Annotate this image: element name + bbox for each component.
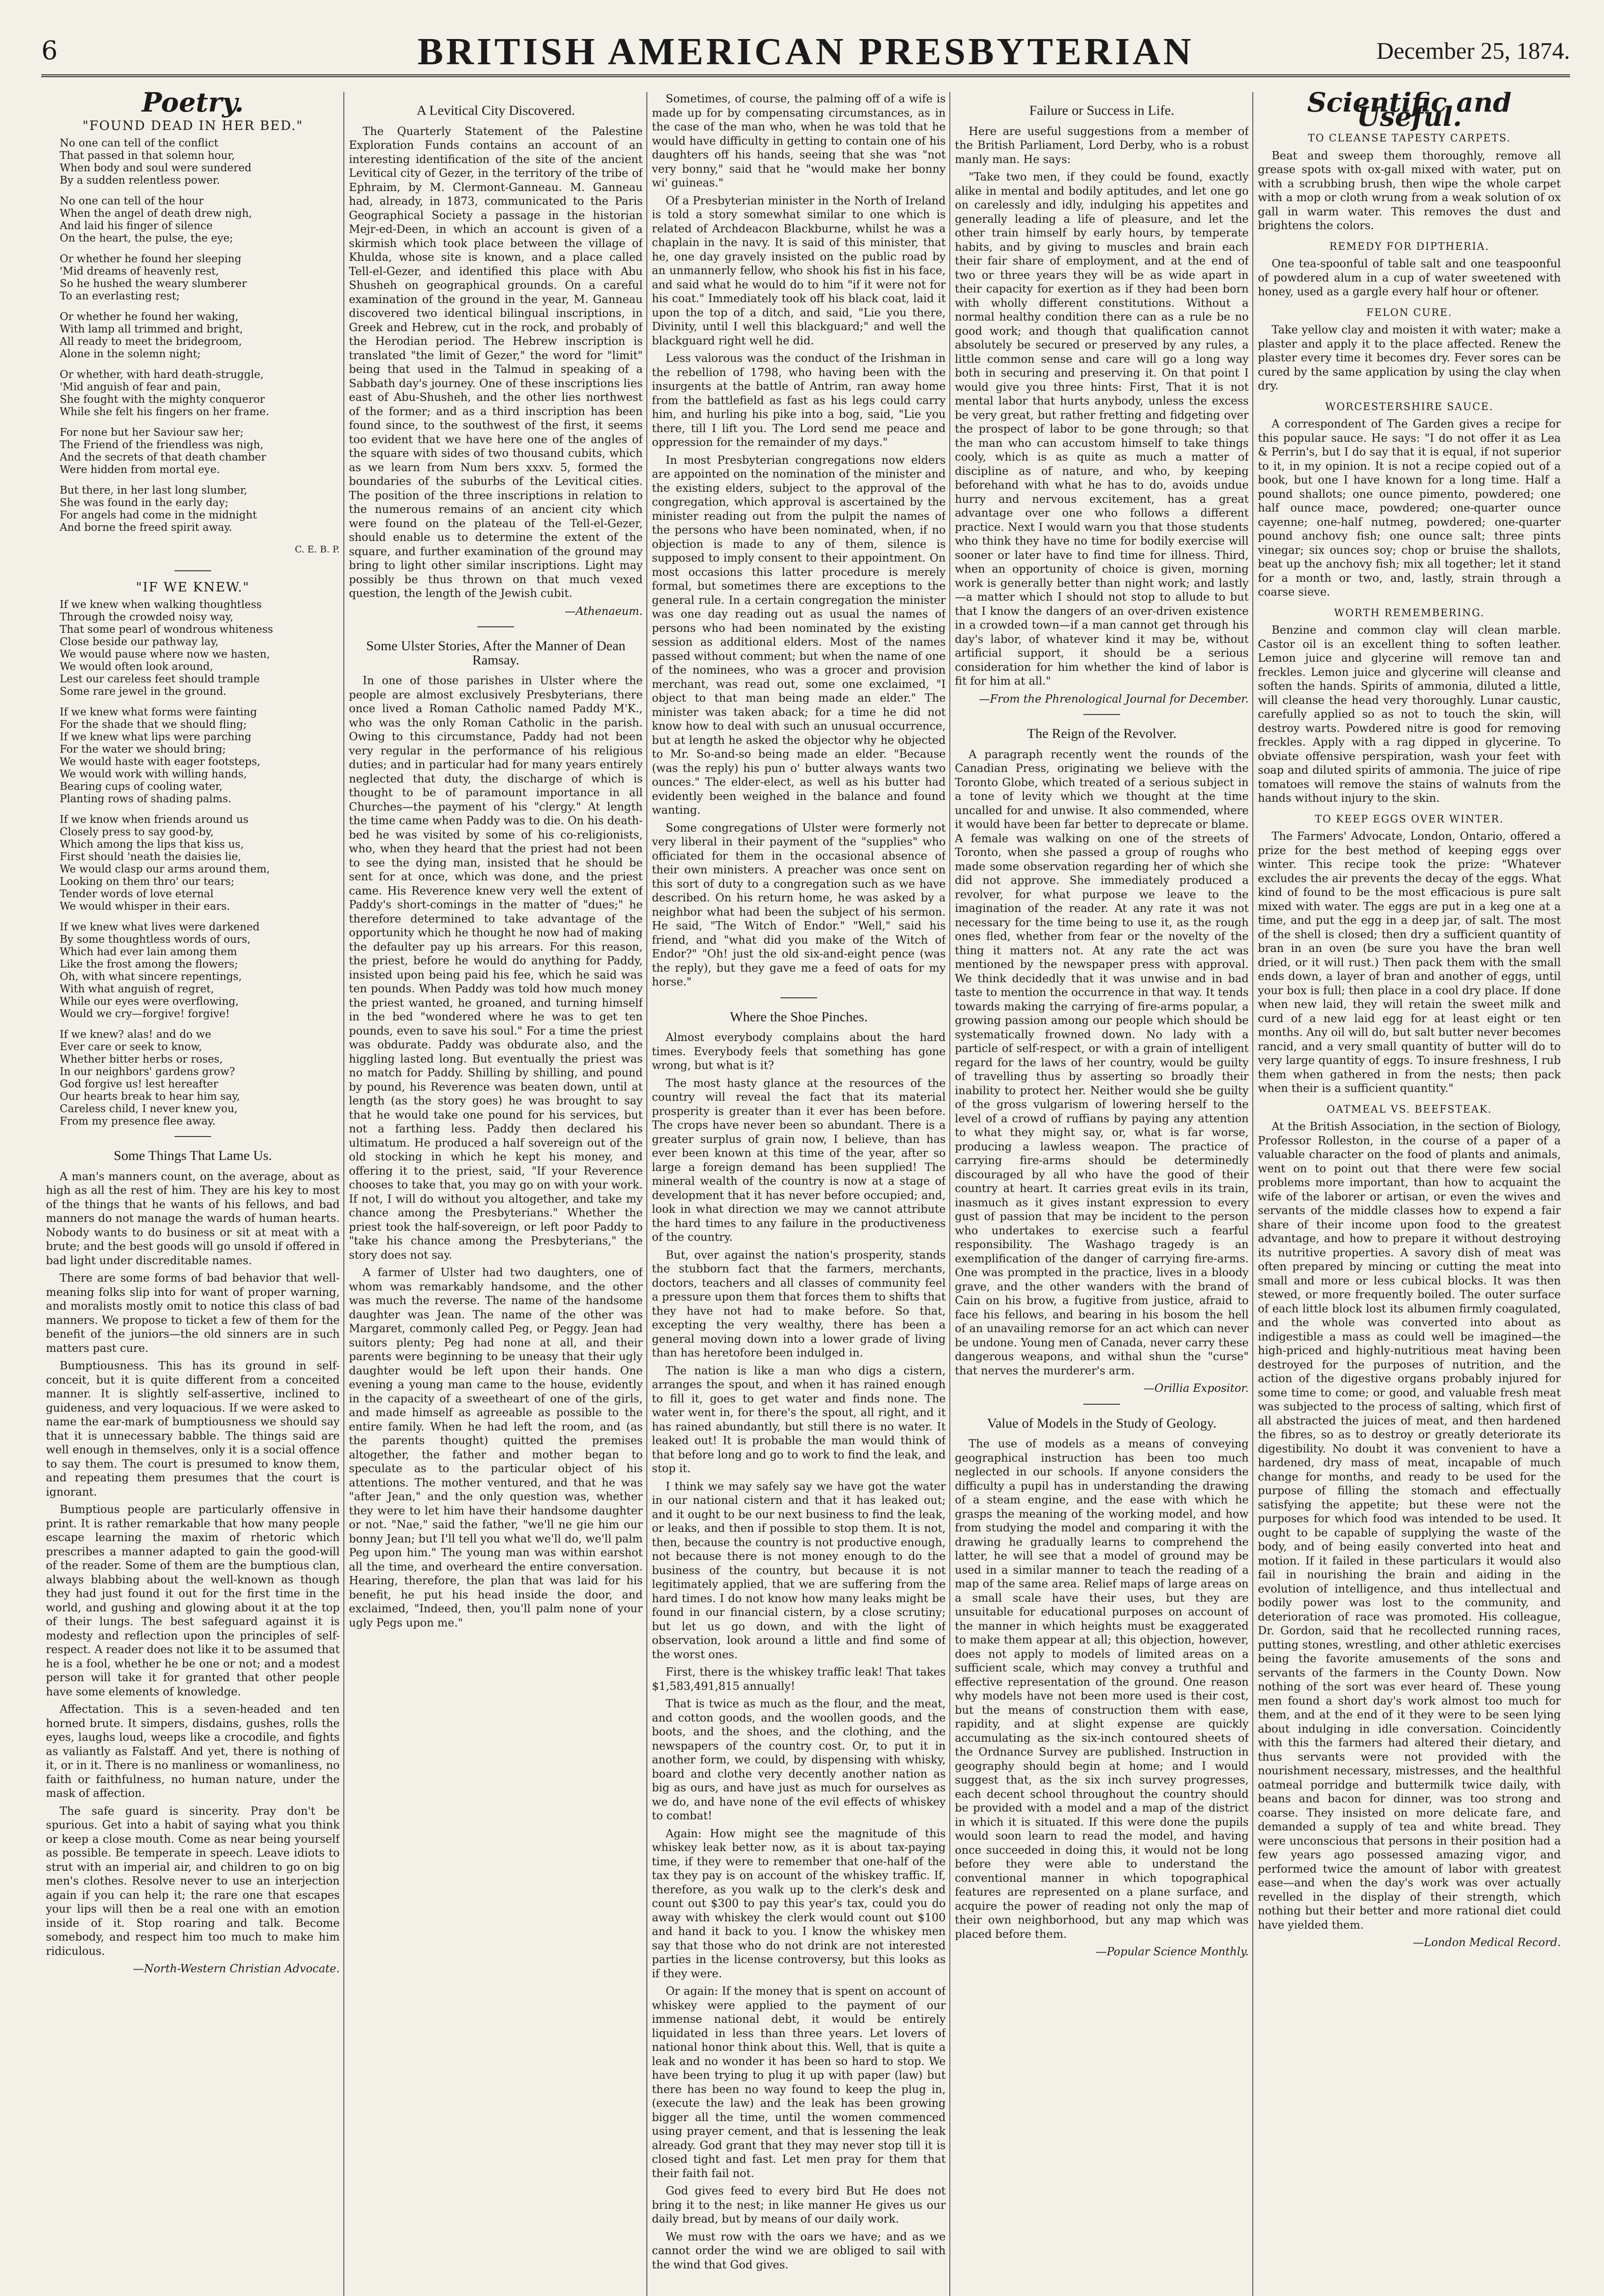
paragraph: But, over against the nation's prosperity, stands the stubborn fact that the farmers, merchants, doctors, teachers and all classes of community feel a pressure upon them that forces them to shifts that they have not had to make before. So that, excepting the very wealthy, there has been a general moving down into a lower grade of living than has heretofore been indulged in. [652,1248,946,1359]
paragraph: Here are useful suggestions from a member of the British Parliament, Lord Derby, who is a robust manly man. He says: [955,124,1249,166]
item-text: At the British Association, in the section of Biology, Professor Rolleston, in the course of a paper of a valuable character on the food of plants and animals, went on to point out that there were few social problems more important, than how to acquaint the wife of the laborer or artisan, or even the wives and servants of the middle classes how to expend a fair share of their income upon food to the greatest advantage, and how to prepare it without destroying its nutritive properties. A savory dish of meat was often prepared by mincing or cutting the meat into small and more or less cubical blocks. It was then stewed, or more frequently boiled. The outer surface of each little block lost its albumen firmly coagulated, and the whole was converted into about as indigestible a mass as could well be imagined—the high-priced and highly-nutritious meat having been destroyed for the purposes of nutrition, and the action of the digestive organs probably injured for some time to come; or good, and valuable fresh meat was subjected to the process of salting, which first of all abstracted the juices of meat, and then hardened the fibres, so as to destroy or greatly deteriorate its digestibility. No doubt it was convenient to have a hardened, dry mass of meat, incapable of much change for months, and ready to be used for the purpose of filling the stomach and effectually satisfying the appetite; but these were not the purposes for which food was intended to be used. It ought to be capable of supplying the waste of the body, and of being easily converted into heat and motion. If it failed in these particulars it would also fail in nourishing the brain and aiding in the evolution of intelligence, and thus intellectual and bodily power was lost to the community, and deterioration of race was promoted. His colleague, Dr. Gordon, said that he recollected running races, putting stones, wrestling, and other athletic exercises being the favorite amusements of the sons and servants of the farmers in the County Down. Now nothing of the sort was ever heard of. These young men found a short day's work almost too much for them, and at the end of it they were to be seen lying about indulging in idle conversation. Coincidently with this the farmers had altered their dietary, and thus servants were not provided with the nourishment necessary, mistresses, and the healthful oatmeal porridge and buttermilk twice daily, with beans and bacon for dinner, was too strong and coarse. They insisted on more delicate fare, and demanded a supply of tea and white bread. They were unconscious that persons in their position had a few years ago possessed amazing vigor, and performed twice the amount of labor with greatest ease—and when the day's work was over actually revelled in the display of their strength, which nothing but their better and more rational diet could have yielded them. [1258,1120,1561,1931]
poem-stanza [46,599,340,698]
column-4 [955,92,1249,2296]
newspaper-title: BRITISH AMERICAN PRESBYTERIAN [417,30,1194,73]
separator [1083,714,1120,715]
column-rule [949,92,950,2296]
item-heading: FELON CURE. [1366,307,1453,319]
item-heading: TO CLEANSE TAPESTY CARPETS. [1307,133,1511,144]
poem-line: No one can tell of the hour [60,195,204,207]
paragraph: A man's manners count, on the average, about as high as all the rest of him. They are his key to most of the things that he wants of his fellows, and bad manners do not manage the wards of human hearts. Nobody wants to do business or sit at meat with a brute; and the best goods will go unsold if offered in bad light under discreditable names. [46,1170,340,1267]
poem-stanza [46,253,340,303]
item-text: A correspondent of The Garden gives a recipe for this popular sauce. He says: "I do not offer it as Lea & Perrin's, but I do say that it is equal, if not superior to it, in my opinion. It is not a recipe copied out of a book, but one I have known for a long time. Half a pound shallots; one ounce pimento, powdered; one half ounce mace, powdered; one-quarter ounce cayenne; one-half nutmeg, powdered; one-quarter pound anchovy fish; one ounce salt; three pints vinegar; six ounces soy; chop or bruise the shallots, beat up the anchovy fish; mix all together; let it stand for a month or two, and, lastly, strain through a coarse sieve. [1258,417,1561,598]
poem-line: Which had ever lain among them [60,946,237,958]
poem-line: When body and soul were sundered [60,162,252,174]
poem-line: We would often look around, [60,661,213,673]
poetry-section-title: Poetry. [141,92,244,118]
item-heading: OATMEAL VS. BEEFSTEAK. [1326,1103,1492,1115]
article-body-continued [652,92,946,989]
issue-date: December 25, 1874. [1376,38,1570,64]
poem-line: First should 'neath the daisies lie, [60,851,241,863]
poem-line: If we know when friends around us [60,814,249,826]
column-2 [349,92,643,2296]
poem-body [46,137,340,534]
article-body [955,124,1249,688]
poem-line: Through the crowded noisy way, [60,611,234,623]
poem-line: Ever care or seek to know, [60,1041,202,1053]
poem-line: While our eyes were overflowing, [60,996,239,1007]
column-5 [1258,92,1561,2296]
separator [174,570,211,571]
paragraph: A farmer of Ulster had two daughters, one of whom was remarkably handsome, and the other was much the reverse. The name of the handsome daughter was Jean. The name of the other was Margaret, commonly called Peg, or Peggy. Jean had suitors plenty; Peg had none at all, and their parents were beginning to be uneasy that their ugly daughter would be left upon their hands. One evening a young man came to the house, evidently in the capacity of a sweetheart of one of the girls, and made himself as agreeable as possible to the entire family. When he had left the room, and (as the parents thought) quitted the premises altogether, the father and mother began to speculate as to the particular object of his attentions. The mother ventured, and that he was "after Jean," and the only question was, whether they were to let him have their handsome daughter or not. "Nae," said the father, "we'll ne gie him our bonny Jean; but I'll tell you what we'll do, we'll palm Peg upon him." The young man was within earshot all the time, and overheard the entire conversation. Hearing, therefore, the plan that was laid for his benefit, he put his head inside the door, and exclaimed, "Indeed, then, you'll palm none of your ugly Pegs upon me." [349,1266,643,1629]
paragraph: Sometimes, of course, the palming off of a wife is made up for by compensating circumstances, as in the case of the man who, when he was told that he would have difficulty in getting to contain one of his daughters off his hands, seeing that she was "not very bonny," said that he "would make her bonny wi' guineas." [652,92,946,189]
poem-line: For the shade that we should fling; [60,719,247,731]
item-text: Benzine and common clay will clean marble. Castor oil is an excellent thing to soften leather. Lemon juice and glycerine will remove tan and freckles. Lemon juice and glycerine will cleanse and soften the hands. Spirits of ammonia, diluted a little, will cleanse the head very thoroughly. Lunar caustic, carefully applied so as not to touch the skin, will destroy warts. Powdered nitre is good for removing freckles. Apply with a rag dipped in glycerine. To obviate offensive perspiration, wash your feet with soap and diluted spirits of ammonia. The juice of ripe tomatoes will remove the stains of walnuts from the hands without injury to the skin. [1258,624,1561,805]
item-heading: REMEDY FOR DIPTHERIA. [1329,241,1490,253]
article-credit: —North-Western Christian Advocate. [133,1962,340,1975]
poem-stanza [46,814,340,913]
poem-line: To an everlasting rest; [60,290,180,302]
paragraph: Affectation. This is a seven-headed and ten horned brute. It simpers, disdains, gushes, rolls the eyes, laughs loud, weeps like a crocodile, and fights as valiantly as Falstaff. And yet, there is nothing of it, or in it. There is no manliness or womanliness, no faith or faithfulness, no human nature, under the mask of affection. [46,1703,340,1800]
poem-line: That some pearl of wondrous whiteness [60,624,273,636]
item-text: Take yellow clay and moisten it with water; make a plaster and apply it to the place affected. Renew the plaster every time it becomes dry. Fever sores can be cured by the same application by using the clay when dry. [1258,323,1561,392]
poem-line: Like the frost among the flowers; [60,958,238,970]
item-text: One tea-spoonful of table salt and one teaspoonful of powdered alum in a cup of water sweetened with honey, used as a gargle every half hour or oftener. [1258,257,1561,298]
poem-line: When the angel of death drew nigh, [60,208,252,219]
poem-line: Which among the lips that kiss us, [60,838,244,850]
poem-line: Alone in the solemn night; [60,348,201,360]
poem-line: Close beside our pathway lay, [60,636,219,648]
paragraph: First, there is the whiskey traffic leak! That takes $1,583,491,815 annually! [652,1666,946,1693]
scientific-items [1258,132,1561,1932]
poem-line: For angels had come in the midnight [60,509,257,521]
poem-line: All ready to meet the bridegroom, [60,336,242,348]
paragraph: Almost everybody complains about the hard times. Everybody feels that something has gone wrong, but what is it? [652,1031,946,1072]
column-rule [1252,92,1253,2296]
article-title: Where the Shoe Pinches. [730,1009,868,1024]
article-title: Value of Models in the Study of Geology. [987,1415,1217,1431]
poem-line: And borne the freed spirit away. [60,522,232,534]
paragraph: Less valorous was the conduct of the Irishman in the rebellion of 1798, who having been with the insurgents at the battle of Antrim, ran away home from the battlefield as fast as his legs could carry him, and hurling his pike into a bog, said, "Lie you there, till I lift you. The Lord send me peace and oppression for the remainder of my days." [652,352,946,449]
poem-line: For the water we should bring; [60,743,226,755]
article-title: A Levitical City Discovered. [416,103,575,118]
poem-title: "FOUND DEAD IN HER BED." [82,118,303,133]
poem-line: We would pause where now we hasten, [60,648,270,660]
paragraph: The most hasty glance at the resources of the country will reveal the fact that its material prosperity is greater than it ever has been before. The crops have never been so abundant. There is a greater surplus of grain now, I believe, than has ever been known at this time of the year, after so large a foreign demand has been supplied! The mineral wealth of the country is now at a stage of development that it has never before occupied; and, look in what direction we may we cannot attribute the hard times to any failure in the productiveness of the country. [652,1076,946,1244]
poem-line: God forgive us! lest hereafter [60,1078,219,1090]
separator [174,1136,211,1137]
masthead [41,24,1570,77]
article-credit: —Orillia Expositor. [1143,1382,1249,1395]
poem-line: Or whether, with hard death-struggle, [60,369,264,381]
poem-line: If we knew what forms were fainting [60,706,257,718]
poem-line: No one can tell of the conflict [60,137,219,149]
article-credit: —Popular Science Monthly. [1095,1945,1249,1958]
poem-line: On the heart, the pulse, the eye; [60,232,233,244]
poem-body [46,599,340,1128]
column-1 [46,92,340,2296]
article-title: Failure or Success in Life. [1029,103,1174,118]
article-title: The Reign of the Revolver. [1027,726,1177,741]
item-text: Beat and sweep them thoroughly, remove all grease spots with ox-gall mixed with water, put on with a scrubbing brush, then wipe the whole carpet with a mop or cloth wrung from a weak solution of ox gall in warm water. This removes the dust and brightens the colors. [1258,149,1561,232]
poem-line: She fought with the mighty conqueror [60,394,265,405]
poem-line: While she felt his fingers on her frame. [60,406,269,418]
paragraph: The use of models as a means of conveying geographical instruction has been too much neglected in our schools. If anyone considers the difficulty a pupil has in understanding the drawing of a steam engine, and the ease with which he grasps the meaning of the working model, and how from studying the model and comparing it with the drawing he gradually learns to comprehend the latter, he will see that a model of ground may be used in a similar manner to teach the reading of a map of the same area. Relief maps of large areas on a small scale have their uses, but they are unsuitable for educational purposes on account of the manner in which heights must be exaggerated to make them appear at all; this objection, however, does not apply to models of limited areas on a sufficient scale, which may convey a truthful and effective representation of the ground. One reason why models have not been more used is their cost, but the means of construction them with ease, rapidity, and at slight expense are quickly accumulating as the six-inch contoured sheets of the Ordnance Survey are published. Instruction in geography should begin at home; and I would suggest that, as the six inch survey progresses, each decent school throughout the country should be provided with a model and a map of the district in which it is situated. If this were done the pupils would soon learn to read the model, and having once succeeded in doing this, it would not be long before they were able to understand the conventional manner in which topographical features are represented on a plane surface, and acquire the power of reading not only the map of their own neighborhood, but any map which was placed before them. [955,1437,1249,1941]
paragraph: A paragraph recently went the rounds of the Canadian Press, originating we believe with the Toronto Globe, which treated of a serious subject in a tone of levity which we thought at the time uncalled for and unwise. It also commended, where it would have been far better to deprecate or blame. A female was walking on one of the streets of Toronto, when she passed a group of roughs who made some observation regarding her of which she did not approve. She immediately produced a revolver, for what purpose we leave to the imagination of the reader. At any rate it was not necessary for the time being to use it, as the rough ones fled, whether from fear or the novelty of the thing it matters not. At any rate the act was mentioned by the newspaper press with approval. We think decidedly that it was unwise and in bad taste to mention the occurrence in that way. It tends towards making the carrying of fire-arms popular, a growing passion among our people which should be systematically frowned down. No lady with a particle of self-respect, or with a grain of intelligent regard for the laws of her country, would be guilty of travelling thus by asserting so broadly their inability to protect her. Neither would she be guilty of the gross vulgarism of lowering herself to the level of a crowd of ruffians by paying any attention to what they might say, or, what is far worse, producing a lawless weapon. The practice of carrying fire-arms should be determinedly discouraged by all who have the good of their country at heart. It carries great evils in its train, inasmuch as it gives instant expression to every gust of passion that may be incident to the person who undertakes to exercise such a fearful responsibility. The Washago tragedy is an exemplification of the danger of carrying fire-arms. One was prompted in the practice, lives in a bloody grave, and the other wanders with the brand of Cain on his brow, a fugitive from justice, afraid to face his fellows, and bearing in his bosom the hell of an unavailing remorse for an act which can never be undone. Young men of Canada, never carry these dangerous weapons, and withal shun the "curse" that nerves the murderer's arm. [955,748,1249,1377]
poem-line: If we knew when walking thoughtless [60,599,262,611]
column-rule [343,92,344,2296]
column-rule [646,92,647,2296]
article-body [349,124,643,601]
poem-line: Were hidden from mortal eye. [60,464,220,476]
poem-line: She was found in the early day; [60,497,229,509]
item-heading: WORCESTERSHIRE SAUCE. [1325,401,1494,413]
poem-line: For none but her Saviour saw her; [60,427,244,439]
article-title: Some Things That Lame Us. [113,1148,272,1163]
poem-line: Tender words of love eternal [60,888,214,900]
paragraph: Bumptiousness. This has its ground in self-conceit, but it is quite different from a conceited manner. It is slightly self-assertive, inclined to guideness, and very loquacious. If we were asked to name the ear-mark of bumptiousness we should say that it is unnecessary babble. The things said are well enough in themselves, only it is a social offence to say them. The court is presumed to know them, and repeating them presumes that the court is ignorant. [46,1359,340,1498]
poem-line: Bearing cups of cooling water, [60,781,223,793]
paragraph: I think we may safely say we have got the water in our national cistern and that it has leaked out; and it ought to be our next business to find the leak, or leaks, and then if possible to stop them. It is not, then, because the country is not productive enough, not because there is not money enough to do the business of the country, but because it is not legitimately applied, that we are suffering from the hard times. I do not know how many leaks might be found in our financial cistern, by a close scrutiny; but let us go down, and with the light of observation, look around a little and find some of the worst ones. [652,1480,946,1661]
paragraph: Or again: If the money that is spent on account of whiskey were applied to the payment of our immense national debt, it would be entirely liquidated in less than three years. Let lovers of national honor think about this. Well, that is quite a leak and no wonder it has been so hard to stop. We have been trying to plug it up with paper (law) but there has been no way found to keep the plug in, (execute the law) and the leak has been growing bigger all the time, until the women commenced using prayer cement, and that is lessening the leak already. God grant that they may never stop till it is closed tight and fast. Let men pray for them that their faith fail not. [652,1985,946,2180]
paragraph: The Quarterly Statement of the Palestine Exploration Funds contains an account of an interesting identification of the site of the ancient Levitical city of Gezer, in the territory of the tribe of Ephraim, by M. Clermont-Ganneau. M. Ganneau had, already, in 1873, communicated to the Paris Geographical Society a passage in the historian Mejr-ed-Deen, in which an account is given of a skirmish which took place between the village of Khulda, whose site is known, and a place called Tell-el-Gezer, and identified this place with Abu Shusheh on geographical grounds. On a careful examination of the ground in the year, M. Ganneau discovered two identical bilingual inscriptions, in Greek and Hebrew, cut in the rock, and probably of the Herodian period. The Hebrew inscription is translated "the limit of Gezer," the word for "limit" being that used in the Talmud in speaking of a Sabbath day's journey. One of these inscriptions lies east of Abu-Shusheh, and the other lies northwest of the former; and as a third inscription has been found since, to the southwest of the first, it seems too evident that we have here one of the angles of the square with sides of two thousand cubits, which as we learn from Num bers xxxv. 5, formed the boundaries of the suburbs of the Levitical cities. The position of the three inscriptions in relation to the numerous remains of an ancient city which were found on the plateau of the Tell-el-Gezer, should enable us to determine the extent of the square, and further examination of the ground may bring to light other similar inscriptions. Light may possibly be thus thrown on that much vexed question, the length of the Jewish cubit. [349,124,643,600]
item-heading: TO KEEP EGGS OVER WINTER. [1315,813,1504,825]
poem-stanza [46,921,340,1020]
poem-signature: C. E. B. P. [295,544,340,555]
paragraph: In one of those parishes in Ulster where the people are almost exclusively Presbyterians, there once lived a Roman Catholic named Paddy M'K., who was the only Roman Catholic in the parish. Owing to this circumstance, Paddy had not been very regular in the performance of his religious duties; and in particular had for many years entirely neglected that duty, the discharge of which is thought to be of paramount importance in all Churches—the payment of his "clergy." At length the time came when Paddy was to die. On his death-bed he was visited by some of his co-religionists, who, when they heard that the priest had not been to see the dying man, insisted that he should be sent for at once, which was done, and the priest came. His Reverence knew very well the extent of Paddy's short-comings in the matter of "dues;" he therefore determined to take advantage of the opportunity which he thought he now had of making the defaulter pay up his arrears. For this reason, the priest, before he would do anything for Paddy, insisted upon being paid his fee, which he said was ten pounds. When Paddy was told how much money the priest wanted, he groaned, and turning himself in the bed "wondered where he was to get ten pounds, even to save his soul." For a time the priest was obdurate. Paddy was obdurate also, and the higgling lasted long. But eventually the priest was no match for Paddy. Shilling by shilling, and pound by pound, his Reverence was beaten down, until at length (as the story goes) he was brought to say that he would take one pound for his services, but not a farthing less. Paddy then declared his ultimatum. He produced a half sovereign out of the old stocking in which he kept his money, and offering it to the priest, said, "If your Reverence chooses to take that, you may go on with your work. If not, I will do without you altogether, and take my chance among the Presbyterians." Whether the priest took the half-sovereign, or left poor Paddy to "take his chance among the Presbyterians," the story does not say. [349,674,643,1261]
column-3 [652,92,946,2296]
poem-line: With what anguish of regret, [60,983,214,995]
poem-stanza [46,369,340,418]
article-credit: —From the Phrenological Journal for December. [979,692,1249,705]
paragraph: We must row with the oars we have; and as we cannot order the wind we are obliged to sail with the wind that God gives. [652,2230,946,2271]
poem-line: Closely press to say good-by, [60,826,214,838]
paragraph: There are some forms of bad behavior that well-meaning folks slip into for want of proper warning, and moralists mostly omit to notice this class of bad manners. We propose to ticket a few of them for the benefit of the juniors—the old sinners are in such matters past cure. [46,1272,340,1355]
poem-line: If we knew? alas! and do we [60,1029,212,1041]
separator [1083,1404,1120,1405]
poem-line: 'Mid dreams of heavenly rest, [60,265,219,277]
paragraph: In most Presbyterian congregations now elders are appointed on the nomination of the minister and the existing elders, subject to the approval of the congregation, which approval is ascertained by the minister reading out from the pulpit the names of the persons who have been nominated, when, if no objection is made to any of them, silence is supposed to imply consent to their appointment. On most occasions this latter procedure is merely formal, but sometimes there are exceptions to the general rule. In a certain congregation the minister was one day reading out as usual the names of persons who had been nominated by the existing session as additional elders. Most of the names passed without comment; but when the name of one of the nominees, who was a grocer and provision merchant, was read out, some one exclaimed, "I object to that man being made an elder." The minister was taken aback; for a time he did not know how to deal with such an unusual occurrence, but at length he asked the objector why he objected to Mr. So-and-so being made an elder. "Because (was the reply) his pun o' butter always wants two ounces." The elder-elect, as well as his butter had evidently been weighed in the balance and found wanting. [652,453,946,816]
article-title: Some Ulster Stories, After the Manner of Dean Ramsay. [366,638,626,668]
poem-line: Lest our careless feet should trample [60,673,260,685]
separator [780,997,817,998]
article-body [349,674,643,1630]
poem-stanza [46,484,340,534]
poem-line: The Friend of the friendless was nigh, [60,439,264,451]
poem-line: Or whether he found her sleeping [60,253,241,265]
poem-line: We would whisper in their ears. [60,900,230,912]
page-number: 6 [41,36,58,66]
paragraph: Of a Presbyterian minister in the North of Ireland is told a story somewhat similar to one which is related of Archdeacon Blackburne, whilst he was a chaplain in the navy. It is said of this minister, that he, one day gravely insisted on the public road by an unmannerly fellow, who shook his fist in his face, and said what he would do to him "if it were not for his coat." Immediately took off his black coat, laid it upon the top of a ditch, and said, "Lie you there, Divinity, until I well this blackguard;" and well the blackguard right well he did. [652,194,946,347]
poem-line: From my presence flee away. [60,1115,216,1127]
poem-line: Would we cry—forgive! forgive! [60,1008,230,1020]
poem-stanza [46,706,340,805]
poem-line: 'Mid anguish of fear and pain, [60,381,221,393]
poem-line: Our hearts break to hear him say, [60,1091,240,1103]
poem-line: We would clasp our arms around them, [60,863,270,875]
poem-line: By some thoughtless words of ours, [60,934,251,945]
paragraph: The nation is like a man who digs a cistern, arranges the spout, and when it has rained enough to fill it, goes to get water and finds none. The water went in, for there's the spout, all right, and it has rained abundantly, but still there is no water. It leaked out! It is probable the man would think of that before long and go to work to find the leak, and stop it. [652,1364,946,1475]
poem-line: We would haste with eager footsteps, [60,756,261,768]
poem-stanza [46,195,340,245]
item-text: The Farmers' Advocate, London, Ontario, offered a prize for the best method of keeping eggs over winter. This recipe took the prize: "Whatever excludes the air prevents the decay of the eggs. What kind of found to be the most efficacious is pure salt mixed with water. The eggs are put in a keg one at a time, and put the egg in a deep jar, of salt. The most of the shell is closed; then dry a sufficient quantity of bran in an oven (be sure you have the bran well dried, or it will rust.) Then pack them with the small ends down, a layer of bran and another of eggs, until your box is full; then place in a cool dry place. If done when new laid, they will retain the sweet milk and curd of a new laid egg for at least eight or ten months. Any oil will do, but salt butter never becomes rancid, and a very small quantity of butter will do to very large quantity of eggs. To insure freshness, I rub them when gathered in from the nests; then pack when their is a sufficient quantity." [1258,830,1561,1095]
article-body [46,1170,340,1958]
paragraph: Some congregations of Ulster were formerly not very liberal in their payment of the "supplies" who officiated for them in the occasional absence of their own ministers. A preacher was once sent on this sort of duty to a congregation such as we have described. On his return home, he was asked by a neighbor what had been the subject of his sermon. He said, "The Witch of Endor." "Well," said his friend, and "what did you make of the Witch of Endor?" "Oh! just the old six-and-eight pence (was the reply), but they gave me a feed of oats for my horse." [652,821,946,988]
paragraph: God gives feed to every bird But He does not bring it to the nest; in like manner He gives us our daily bread, but by means of our daily work. [652,2184,946,2225]
item-heading: WORTH REMEMBERING. [1334,607,1485,619]
paragraph: The safe guard is sincerity. Pray don't be spurious. Get into a habit of saying what you think or keep a close mouth. Come as near being yourself as possible. Be temperate in speech. Leave idiots to strut with an imperial air, and children to go on big men's clothes. Resolve never to use an interjection again if you can help it; the rare one that escapes your lips will then be a real one with an emotion inside of it. Stop roaring and talk. Become somebody, and respect him too much to make him ridiculous. [46,1804,340,1958]
article-credit: —Athenaeum. [564,604,643,618]
poem-line: And the secrets of that death chamber [60,451,266,463]
poem-line: Careless child, I never knew you, [60,1103,238,1115]
paragraph: That is twice as much as the flour, and the meat, and cotton goods, and the woollen goods, and the boots, and the shoes, and the clothing, and the newspapers of the country cost. Or, to put it in another form, we could, by dispensing with whisky, board and clothe very decently another nation as big as ours, and have just as much for ourselves as we do, and have none of the evil effects of whiskey to combat! [652,1697,946,1822]
poem-line: So he hushed the weary slumberer [60,278,247,290]
poem-line: Whether bitter herbs or roses, [60,1053,223,1065]
poem-stanza [46,427,340,476]
poem-stanza [46,137,340,187]
poem-line: But there, in her last long slumber, [60,484,247,496]
article-body [955,748,1249,1378]
poem-line: If we knew what lives were darkened [60,921,260,933]
article-credit: —London Medical Record. [1413,1936,1561,1949]
poem-line: In our neighbors' gardens grow? [60,1066,235,1078]
poem-line: Looking on them thro' our tears; [60,876,235,888]
poem-line: We would work with willing hands, [60,768,247,780]
article-body [955,1437,1249,1941]
scientific-section-title: Scientific and Useful. [1307,92,1512,132]
poem-stanza [46,311,340,360]
paragraph: Again: How might see the magnitude of this whiskey leak better now, as it is about tax-paying time, if they were to remember that one-half of the tax they pay is on account of the whiskey traffic. If, therefore, as you walk up to the clerk's desk and count out $300 to pay this year's tax, could you do away with whiskey the clerk would count out $100 and hand it back to you. I know the whiskey men say that those who do not drink are not interested parties in the license controversy, but this looks as if they were. [652,1827,946,1980]
paragraph: "Take two men, if they could be found, exactly alike in mental and bodily aptitudes, and let one go on carelessly and idly, indulging his appetites and generally leading a life of pleasure, and let the other train himself by early hours, by temperate habits, and by giving to muscles and brain each their fair share of employment, and at the end of two or three years they will be as wide apart in their capacity for exertion as if they had been born with wholly different constitutions. Without a normal healthy condition there can as a rule be no good work; and though that qualification cannot absolutely be secured or preserved by any rules, a little common sense and care will go a long way both in securing and preserving it. On that point I would give you three hints: First, That it is not mental labor that hurts anybody, unless the excess be very great, but rather fretting and fidgeting over the prospect of labor to be gone through; so that the man who can accustom himself to take things cooly, which is as quite as much a matter of discipline as of nature, and who, by keeping beforehand with what he has to do, avoids undue hurry and nervous excitement, has a great advantage over one who follows a different practice. Next I would warn you that those students who think they have no time for bodily exercise will sooner or later have to find time for illness. Third, when an opportunity of choice is given, morning work is generally better than night work; and lastly—a matter which I should not stop to allude to but that I know the dangers of an over-driven existence in a crowded town—if a man cannot get through his day's labor, of whatever kind it may be, without artificial support, it should be a serious consideration for him whether the kind of labor is fit for him at all." [955,170,1249,687]
separator [477,626,514,627]
poem-line: With lamp all trimmed and bright, [60,323,243,335]
poem-line: And laid his finger of silence [60,220,213,232]
poem-line: Oh, with what sincere repentings, [60,971,242,983]
poem-line: Some rare jewel in the ground. [60,686,227,698]
poem-line: Or whether he found her waking, [60,311,239,323]
poem-stanza [46,1029,340,1128]
poem-line: If we knew what lips were parching [60,731,252,743]
article-body [652,1030,946,2272]
poem-title: "IF WE KNEW." [136,579,250,595]
poem-line: Planting rows of shading palms. [60,793,232,805]
paragraph: Bumptious people are particularly offensive in print. It is rather remarkable that how many people escape learning the maxim of rhetoric which prescribes a manner adapted to gain the good-will of the reader. Some of them are the bumptious clan, always blabbing about the well-known as though they had just found it out for the first time in the world, and gushing and glowing about it at the top of their lungs. The best safeguard against it is modesty and reflection upon the principles of self-respect. A reader does not like it to be assumed that he is a fool, whether he be one or not; and a modest person will take it for granted that other people have some elements of knowledge. [46,1503,340,1698]
poem-line: By a sudden relentless power. [60,174,220,186]
poem-line: That passed in that solemn hour, [60,150,235,162]
